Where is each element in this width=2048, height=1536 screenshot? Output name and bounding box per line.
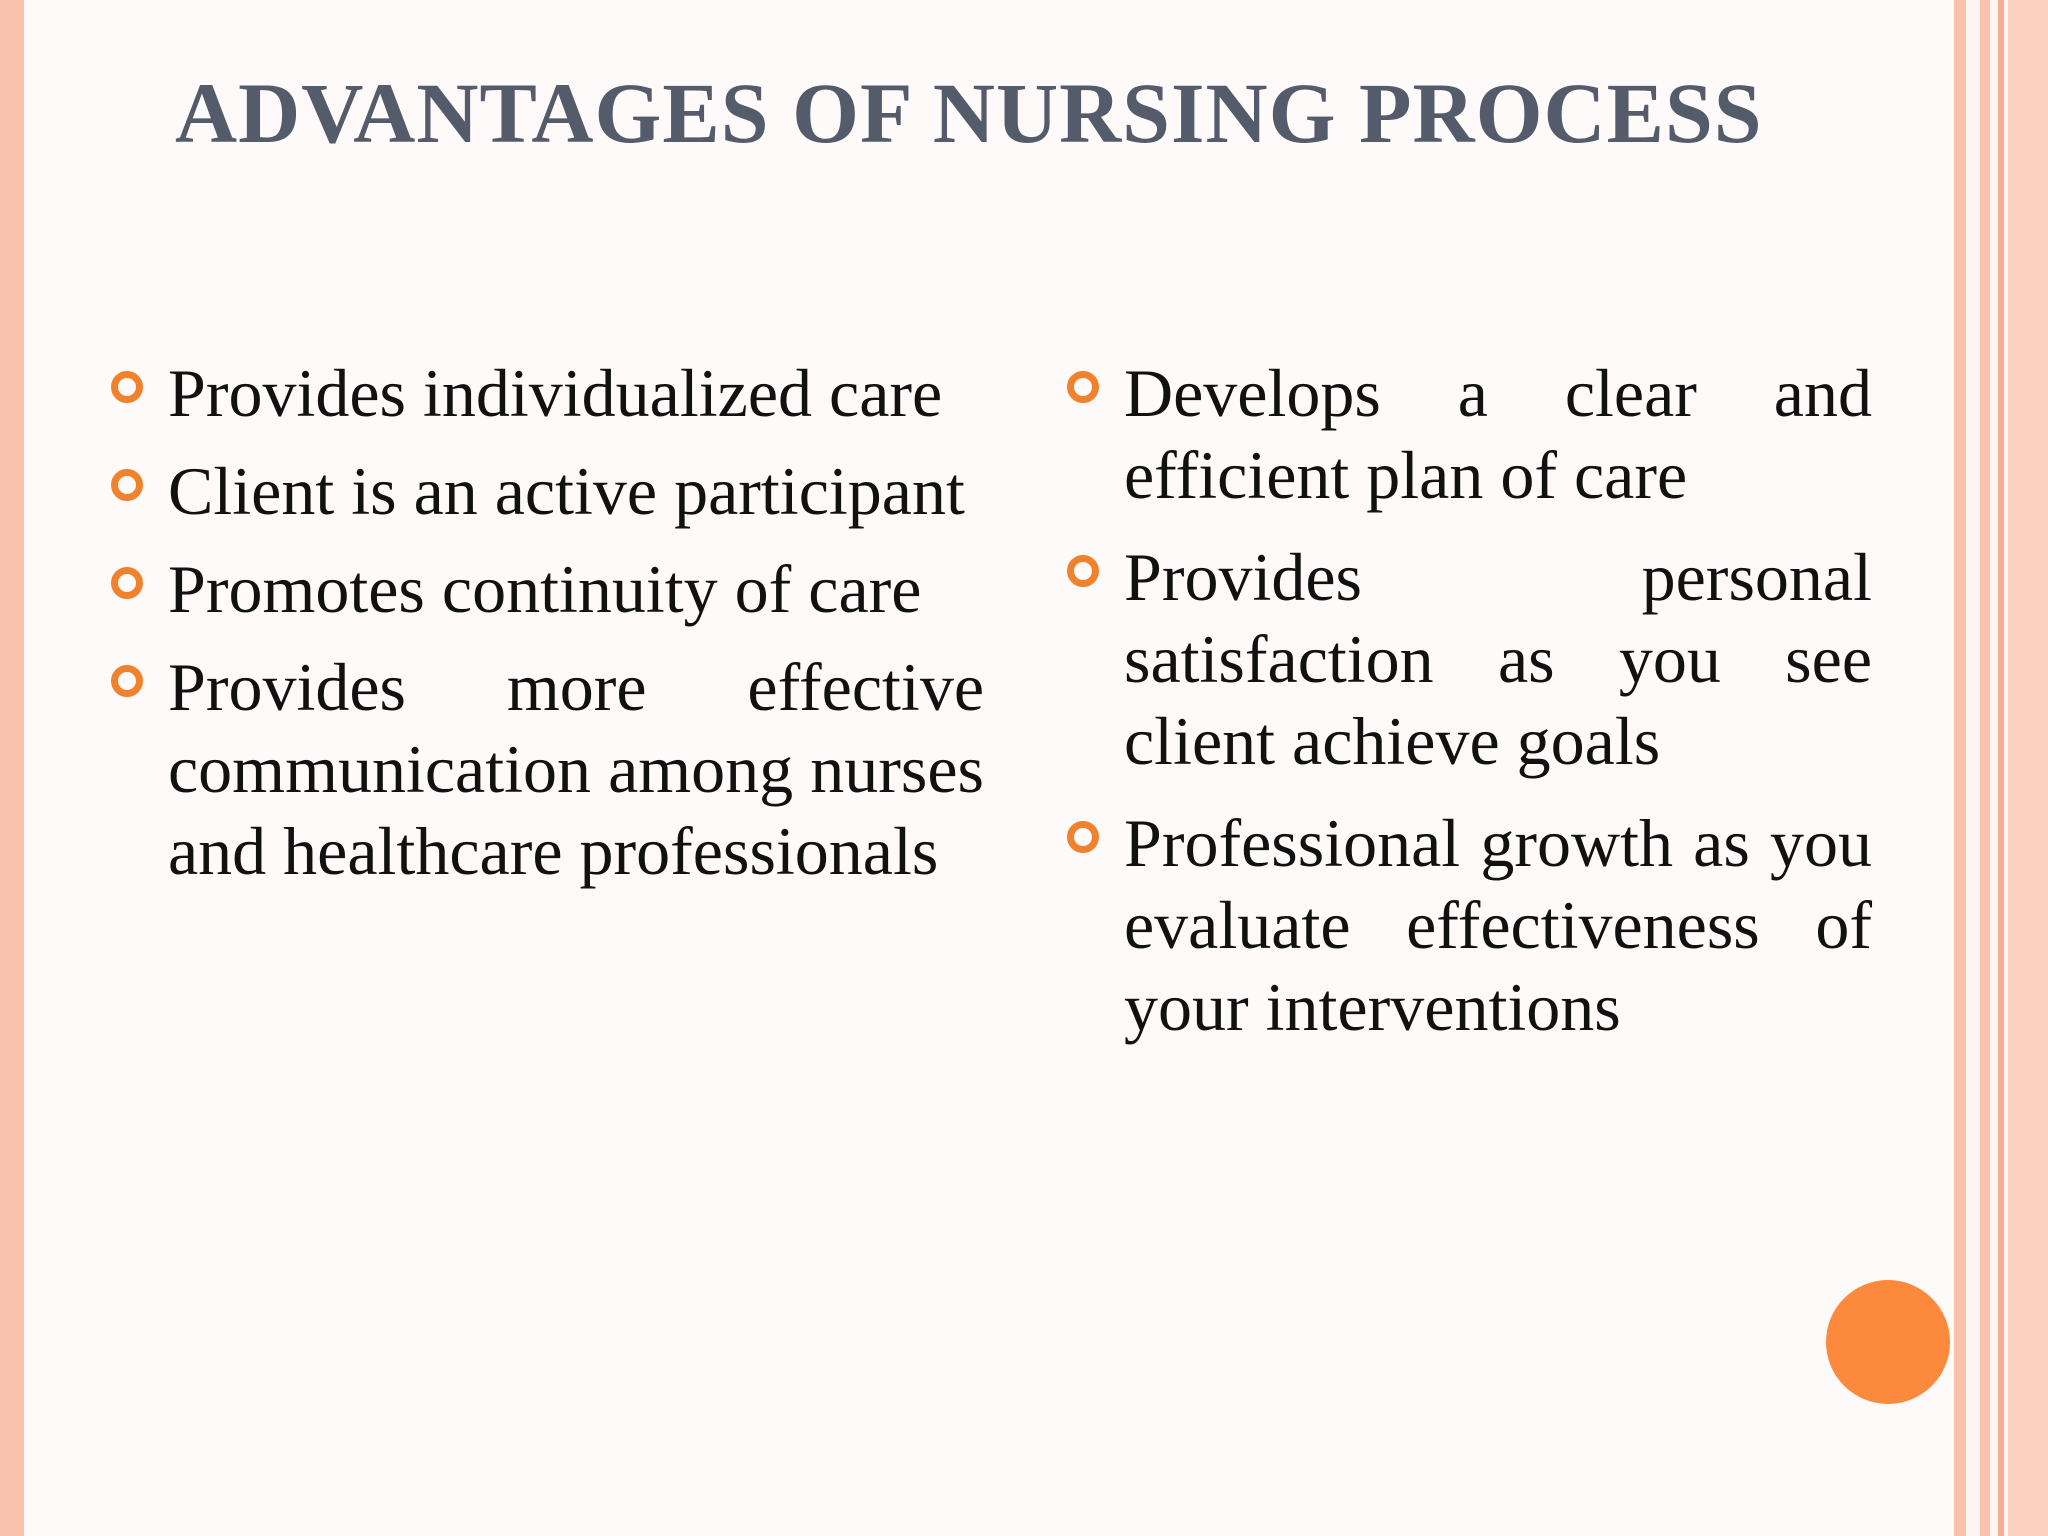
slide-title: ADVANTAGES OF NURSING PROCESS — [175, 65, 1763, 161]
bullet-text: Provides individualized care — [168, 355, 943, 431]
right-border-stripe — [2008, 0, 2048, 1536]
right-border-stripe — [1954, 0, 1966, 1536]
bullet-ring-icon — [1067, 371, 1099, 403]
decorative-circle — [1826, 1280, 1950, 1404]
list-item — [168, 548, 984, 630]
right-border-stripe — [1966, 0, 1980, 1536]
right-border-stripe — [1990, 0, 1998, 1536]
bullet-text: Client is an active participant — [168, 453, 965, 529]
list-item — [168, 352, 984, 434]
bullet-ring-icon — [1067, 555, 1099, 587]
right-bullet-list — [1124, 352, 1872, 1068]
list-item — [1124, 352, 1872, 516]
right-border-stripe — [1980, 0, 1990, 1536]
bullet-text: Provides more effective communication among nurses and healthcare professionals — [168, 649, 984, 889]
bullet-text: Promotes continuity of care — [168, 551, 922, 627]
bullet-ring-icon — [1067, 821, 1099, 853]
bullet-ring-icon — [111, 371, 143, 403]
list-item — [1124, 536, 1872, 782]
bullet-text: Develops a clear and efficient plan of care — [1124, 355, 1872, 513]
left-bullet-list — [168, 352, 984, 908]
bullet-ring-icon — [111, 567, 143, 599]
list-item — [168, 646, 984, 892]
bullet-ring-icon — [111, 469, 143, 501]
list-item — [168, 450, 984, 532]
list-item — [1124, 802, 1872, 1048]
bullet-text: Provides personal satisfaction as you see client achieve goals — [1124, 539, 1872, 779]
bullet-ring-icon — [111, 665, 143, 697]
bullet-text: Professional growth as you evaluate effectiveness of your interventions — [1124, 805, 1872, 1045]
left-border-stripe — [0, 0, 24, 1536]
